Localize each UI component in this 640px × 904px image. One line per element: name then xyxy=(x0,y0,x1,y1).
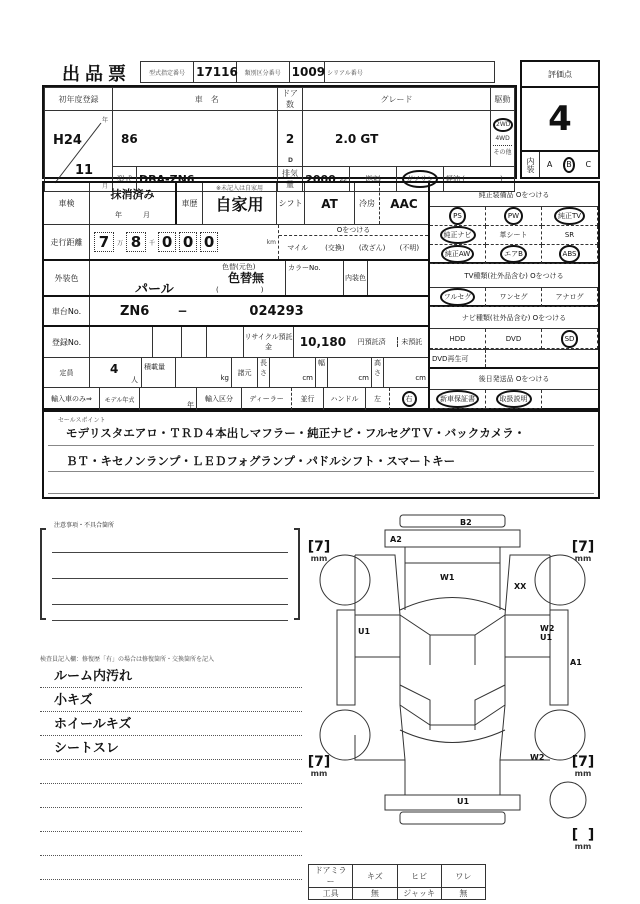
mark-xx: XX xyxy=(514,582,527,591)
drive-other: その他 xyxy=(493,145,512,159)
year-unit: 年 xyxy=(101,117,108,124)
mirror-tools-table xyxy=(308,864,486,898)
mark-w2-u1: W2 U1 xyxy=(540,624,555,642)
fuel-diesel: 軽油 xyxy=(446,175,460,183)
width-unit: cm xyxy=(328,358,372,387)
chassis-number: 024293 xyxy=(249,303,304,319)
option-cell xyxy=(542,288,598,307)
mm-unit: mm xyxy=(574,769,592,778)
navi-grid xyxy=(430,329,598,350)
sen-unit: 千 xyxy=(149,239,156,247)
option-cell xyxy=(486,288,542,307)
option-cell xyxy=(430,390,486,409)
navi-header: ナビ種類(社外品含む) Oをつける xyxy=(430,307,598,329)
inspection-value: 抹消済み xyxy=(110,188,155,201)
grade: 2.0 GT xyxy=(303,111,491,167)
inspector-label: 検査員記入欄：修復歴「有」の場合は修復箇所・交換箇所を記入 xyxy=(40,656,215,663)
mileage-digit: 0 xyxy=(179,232,197,252)
mileage-digit: 7 xyxy=(94,232,114,252)
mirror-label: ドアミラー xyxy=(309,865,353,888)
recycle-unpaid: 未預託 xyxy=(397,337,422,347)
mileage-label: 走行距離 xyxy=(44,225,90,259)
option-cell xyxy=(486,329,542,349)
original-color: ( ) xyxy=(216,286,264,294)
car-name: 86 xyxy=(113,111,278,167)
option-circled: 取扱説明 xyxy=(496,390,532,408)
capacity-unit: 人 xyxy=(131,376,138,384)
shift-value: AT xyxy=(305,183,355,224)
door-count: 2 xyxy=(285,131,295,146)
handle-label: ハンドル xyxy=(324,388,366,410)
mm-unit: mm xyxy=(574,554,592,563)
handle-right-circled: 右 xyxy=(402,391,417,407)
handle-left: 左 xyxy=(366,388,390,410)
option-cell xyxy=(430,226,486,245)
door-unit: D xyxy=(288,157,293,164)
option-cell xyxy=(486,207,542,226)
sales-label: セールスポイント xyxy=(58,417,106,424)
option-cell xyxy=(542,245,598,264)
note-line: シートスレ xyxy=(40,736,302,760)
fuel-other: ( ) xyxy=(462,175,503,183)
option-cell xyxy=(486,245,542,264)
mileage-digits xyxy=(90,225,279,259)
recycle-amount: 10,180 xyxy=(299,335,347,349)
option-circled: SD xyxy=(561,330,579,348)
sales-line: モデリスタエアロ・ＴＲＤ４本出しマフラー・純正ナビ・フルセグＴＶ・バックカメラ・ xyxy=(48,424,594,446)
inspection-label: 車検 xyxy=(44,183,90,224)
mileage-digit: 8 xyxy=(126,232,146,252)
option-cell xyxy=(430,245,486,264)
disp-label: 排気量 xyxy=(278,167,303,192)
width-label: 幅 xyxy=(316,358,328,387)
chassis-prefix: ZN6 xyxy=(120,303,150,319)
chassis-dash: − xyxy=(177,304,188,318)
drive-label: 駆動 xyxy=(491,88,515,111)
inspection-ym: 年 月 xyxy=(115,211,150,219)
mileage-digit: 0 xyxy=(158,232,176,252)
import-type-label: 輸入区分 xyxy=(197,388,242,410)
tools-value: 無 xyxy=(353,888,397,900)
score-value: 4 xyxy=(548,99,572,139)
chassis-label: 車台No. xyxy=(44,297,90,325)
sheet-title: 出品票 xyxy=(62,64,131,85)
import-parallel: 並行 xyxy=(292,388,324,410)
tv-grid xyxy=(430,288,598,307)
sales-line: ＢＴ・キセノンランプ・ＬＥＤフォグランプ・パドルシフト・スマートキー xyxy=(48,446,594,472)
grade-a: A xyxy=(546,160,553,169)
header-codes xyxy=(140,61,495,83)
ac-value: AAC xyxy=(390,196,418,211)
category: 1009 xyxy=(289,62,324,83)
jack-label: ジャッキ xyxy=(397,888,441,900)
option-cell xyxy=(430,329,486,349)
first-reg-month: 11 xyxy=(75,163,94,178)
color-no-label: カラーNo. xyxy=(286,261,344,295)
mark-a2: A2 xyxy=(390,535,402,544)
option-circled: PS xyxy=(449,207,466,225)
drive-4wd: 4WD xyxy=(495,135,510,142)
shift-label: シフト xyxy=(277,183,305,224)
recycle-paid: 円預託済 xyxy=(357,338,386,346)
mileage-digit: 0 xyxy=(200,232,218,252)
mark-w1: W1 xyxy=(440,573,455,582)
later-grid xyxy=(430,390,598,408)
load-label: 積載量 xyxy=(142,358,176,387)
interior-color-label: 内装色 xyxy=(344,261,368,295)
inspector-lines xyxy=(40,664,302,880)
option-cell xyxy=(542,329,598,349)
option-circled: ABS xyxy=(559,245,581,263)
option: 革シート xyxy=(499,231,528,239)
notes-label: 注意事項・不具合箇所 xyxy=(54,522,115,529)
color-label: 外装色 xyxy=(44,261,90,295)
option-circled: エアB xyxy=(500,245,527,263)
mark-u1-bottom: U1 xyxy=(453,797,473,806)
capacity: 4 xyxy=(110,362,119,376)
mm-unit: mm xyxy=(310,769,328,778)
mark-label: Oをつける xyxy=(279,225,428,236)
model-cert: 17116 xyxy=(194,62,236,83)
disp-unit: cc xyxy=(339,177,347,185)
grade-label: グレード xyxy=(303,88,491,111)
length-label: 長さ xyxy=(258,358,270,387)
name-label: 車 名 xyxy=(137,88,278,111)
equipment-panel xyxy=(428,181,600,410)
drive-2wd-circled: 2WD xyxy=(493,118,513,132)
dvd-playable: DVD再生可 xyxy=(430,350,486,367)
model-type: DBA-ZN6 xyxy=(137,167,278,192)
ac-label: 冷房 xyxy=(355,183,380,224)
capacity-label: 定員 xyxy=(44,358,90,387)
option-circled: フルセグ xyxy=(440,288,476,306)
option: DVD xyxy=(505,334,522,343)
tv-header: TV種類(社外品含む) Oをつける xyxy=(430,264,598,288)
fuel-gas-circled: ガソリン xyxy=(402,170,438,188)
mark-b2: B2 xyxy=(460,518,472,527)
option-circled: 純正AW xyxy=(441,245,474,263)
car-history: 自家用 xyxy=(215,195,264,214)
note-line: ホイールキズ xyxy=(40,712,302,736)
tread-depth: 7 xyxy=(578,754,588,770)
jack-value: 無 xyxy=(441,888,485,900)
mirror-crack: ヒビ xyxy=(397,865,441,888)
option-cell xyxy=(542,226,598,245)
equipment-grid xyxy=(430,207,598,264)
mm-unit: mm xyxy=(574,842,592,851)
tread-depth: 7 xyxy=(314,539,324,555)
load-unit: kg xyxy=(176,358,232,387)
unknown-option: (不明) xyxy=(399,243,420,252)
interior-grade xyxy=(522,150,598,177)
tools-label: 工具 xyxy=(309,888,353,900)
mirror-scratch: キズ xyxy=(353,865,397,888)
option: HDD xyxy=(449,334,466,343)
import-label: 輸入車のみ⇒ xyxy=(44,388,100,410)
month-unit: 月 xyxy=(101,183,108,190)
tread-depth: 7 xyxy=(314,754,324,770)
exchange-option: (交換) xyxy=(325,243,345,252)
note-line: ルーム内汚れ xyxy=(40,664,302,688)
recolor-label: 色替(元色) xyxy=(222,263,256,271)
mile-option: マイル xyxy=(287,243,309,252)
mark-w2: W2 xyxy=(530,753,545,762)
option-circled: PW xyxy=(504,207,523,225)
mark-u1-left: U1 xyxy=(358,627,371,636)
note-line: 小キズ xyxy=(40,688,302,712)
grade-b-circled: B xyxy=(563,157,575,173)
notes-box xyxy=(40,520,300,620)
score-box xyxy=(520,60,600,179)
history-label: 車歴 xyxy=(177,183,203,224)
reg-label: 初年度登録 xyxy=(45,88,113,111)
model-year-label: モデル年式 xyxy=(100,388,140,410)
history-note: ※未記入は自家用 xyxy=(215,185,264,192)
option: アナログ xyxy=(555,293,584,301)
serial-label: シリアル番号 xyxy=(325,62,495,83)
mark-a1: A1 xyxy=(570,658,582,667)
mm-unit: mm xyxy=(310,554,328,563)
regno-label: 登録No. xyxy=(44,327,90,357)
interior-label: 内装 xyxy=(522,152,540,177)
fuel-label: 燃料 xyxy=(350,167,397,192)
model-year-unit: 年 xyxy=(140,388,197,410)
vehicle-details xyxy=(42,181,430,410)
mirror-broken: ワレ xyxy=(441,865,485,888)
option-circled: 純正TV xyxy=(554,207,585,225)
height-label: 高さ xyxy=(372,358,384,387)
option-cell xyxy=(486,390,542,409)
option-cell xyxy=(486,226,542,245)
import-dealer: ディーラー xyxy=(242,388,292,410)
type-label: 型式 xyxy=(113,167,137,192)
man-unit: 万 xyxy=(117,239,124,247)
score-label: 評価点 xyxy=(522,62,598,88)
length-unit: cm xyxy=(270,358,316,387)
option: SR xyxy=(564,231,575,239)
spec-label: 諸元 xyxy=(232,358,258,387)
category-label: 類別区分番号 xyxy=(236,62,289,83)
option-cell xyxy=(430,207,486,226)
diagram-labels: B2 A2 W1 XX U1 W2 U1 A1 W2 U1 [7] mm [7] mm [7] mm [7] mm [ ] mm xyxy=(307,518,595,851)
km-unit: km xyxy=(266,238,276,246)
model-cert-label: 型式指定番号 xyxy=(141,62,194,83)
option-cell xyxy=(542,207,598,226)
recolor-value: 色替無 xyxy=(228,271,265,285)
first-reg-year: H24 xyxy=(53,133,82,148)
option-circled: 新車保証書 xyxy=(436,390,479,408)
recycle-label: リサイクル預託金 xyxy=(244,327,294,357)
door-label: ドア数 xyxy=(278,88,303,111)
option-circled: 純正ナビ xyxy=(440,226,476,244)
option: ワンセグ xyxy=(499,293,528,301)
later-header: 後日発送品 Oをつける xyxy=(430,369,598,390)
exterior-color: パール xyxy=(135,282,174,297)
grade-c: C xyxy=(585,160,592,169)
disp-value: 2000 xyxy=(305,172,336,186)
tampered-option: (改ざん) xyxy=(358,243,386,252)
height-unit: cm xyxy=(415,374,426,382)
tread-depth: 7 xyxy=(578,539,588,555)
equipment-header: 純正装備品 Oをつける xyxy=(430,183,598,207)
sales-points xyxy=(42,410,600,499)
option-cell xyxy=(430,288,486,307)
